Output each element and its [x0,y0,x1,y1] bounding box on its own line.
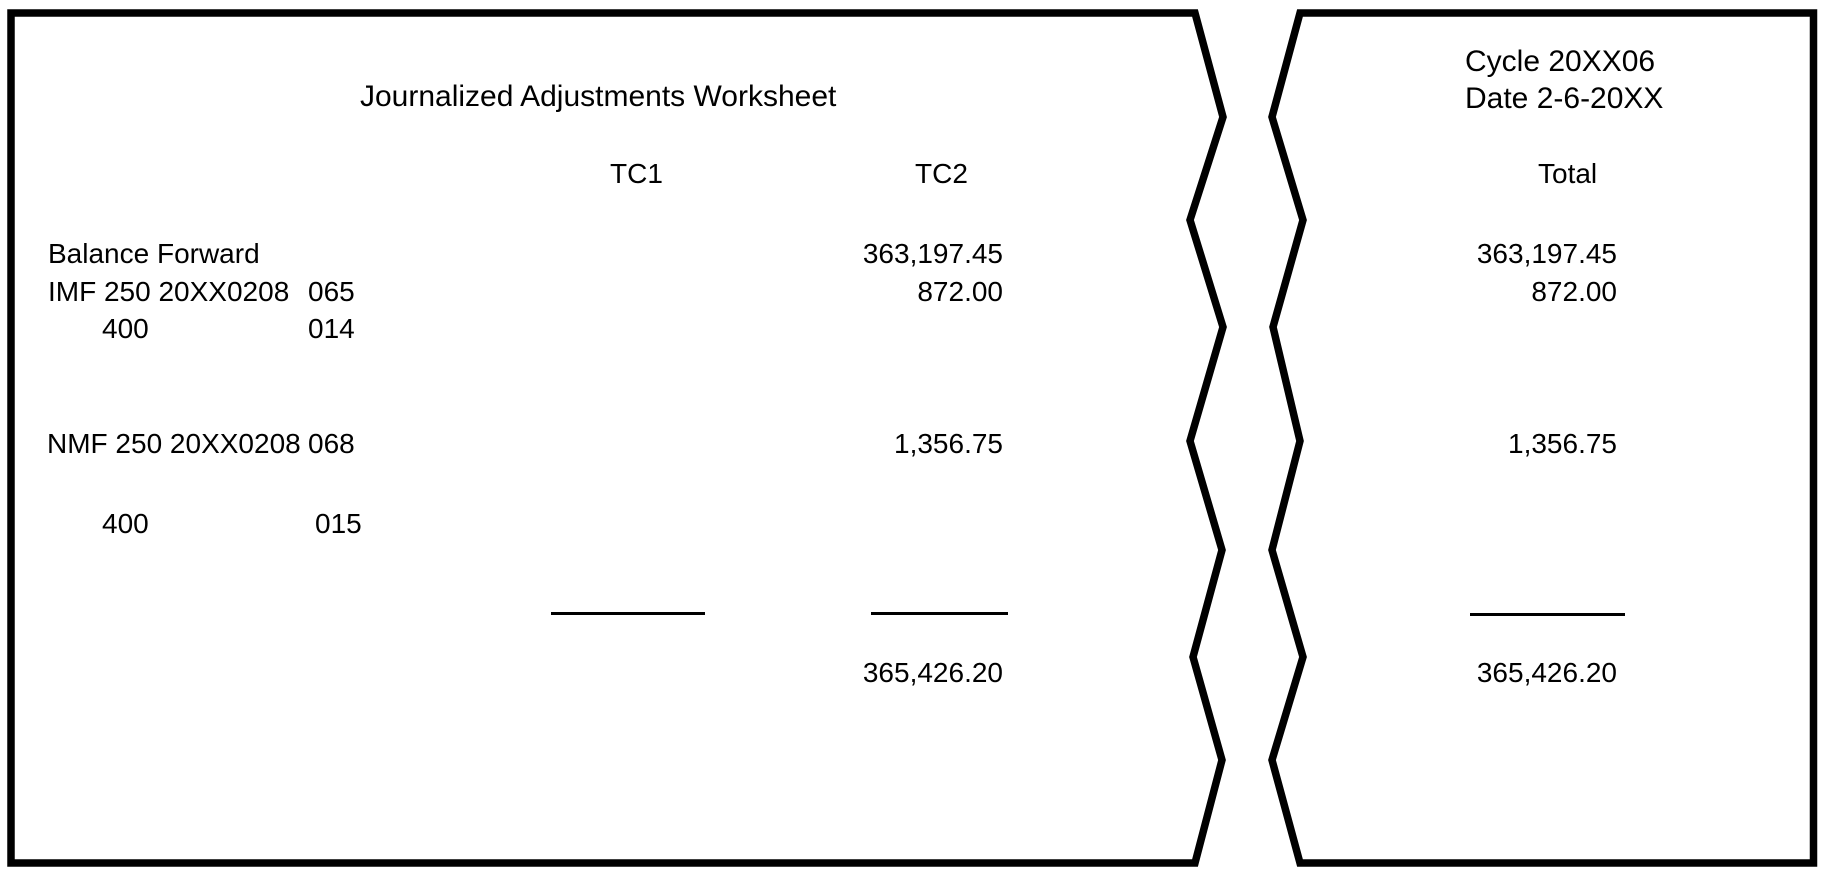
row-imf-400-label: 400 [102,313,149,344]
row-balance-forward-label: Balance Forward [48,238,260,269]
column-header-tc2: TC2 [915,158,968,189]
row-nmf-code: 068 [308,428,355,459]
cycle-label: Cycle 20XX06 [1465,45,1656,78]
row-imf-400-code: 014 [308,313,355,344]
grand-total-value: 365,426.20 [1476,657,1617,688]
row-nmf-tc2-value: 1,356.75 [894,428,1003,459]
tc2-total-value: 365,426.20 [862,657,1003,688]
worksheet-title: Journalized Adjustments Worksheet [360,80,837,113]
row-nmf-total-value: 1,356.75 [1508,428,1617,459]
column-header-tc1: TC1 [610,158,663,189]
row-balance-forward-total-value: 363,197.45 [1476,238,1617,269]
total-subtotal-rule [1470,613,1625,616]
tc2-subtotal-rule [871,612,1008,615]
column-header-total: Total [1538,158,1598,189]
row-imf-code: 065 [308,276,355,307]
row-imf-tc2-value: 872.00 [917,276,1003,307]
row-nmf-400-label: 400 [102,508,149,539]
row-nmf-400-code: 015 [315,508,362,539]
row-balance-forward-tc2-value: 363,197.45 [862,238,1003,269]
tc1-subtotal-rule [551,612,705,615]
row-nmf-label: NMF 250 20XX0208 [47,428,301,459]
row-imf-label: IMF 250 20XX0208 [48,276,290,307]
date-label: Date 2-6-20XX [1465,82,1664,115]
row-imf-total-value: 872.00 [1531,276,1617,307]
